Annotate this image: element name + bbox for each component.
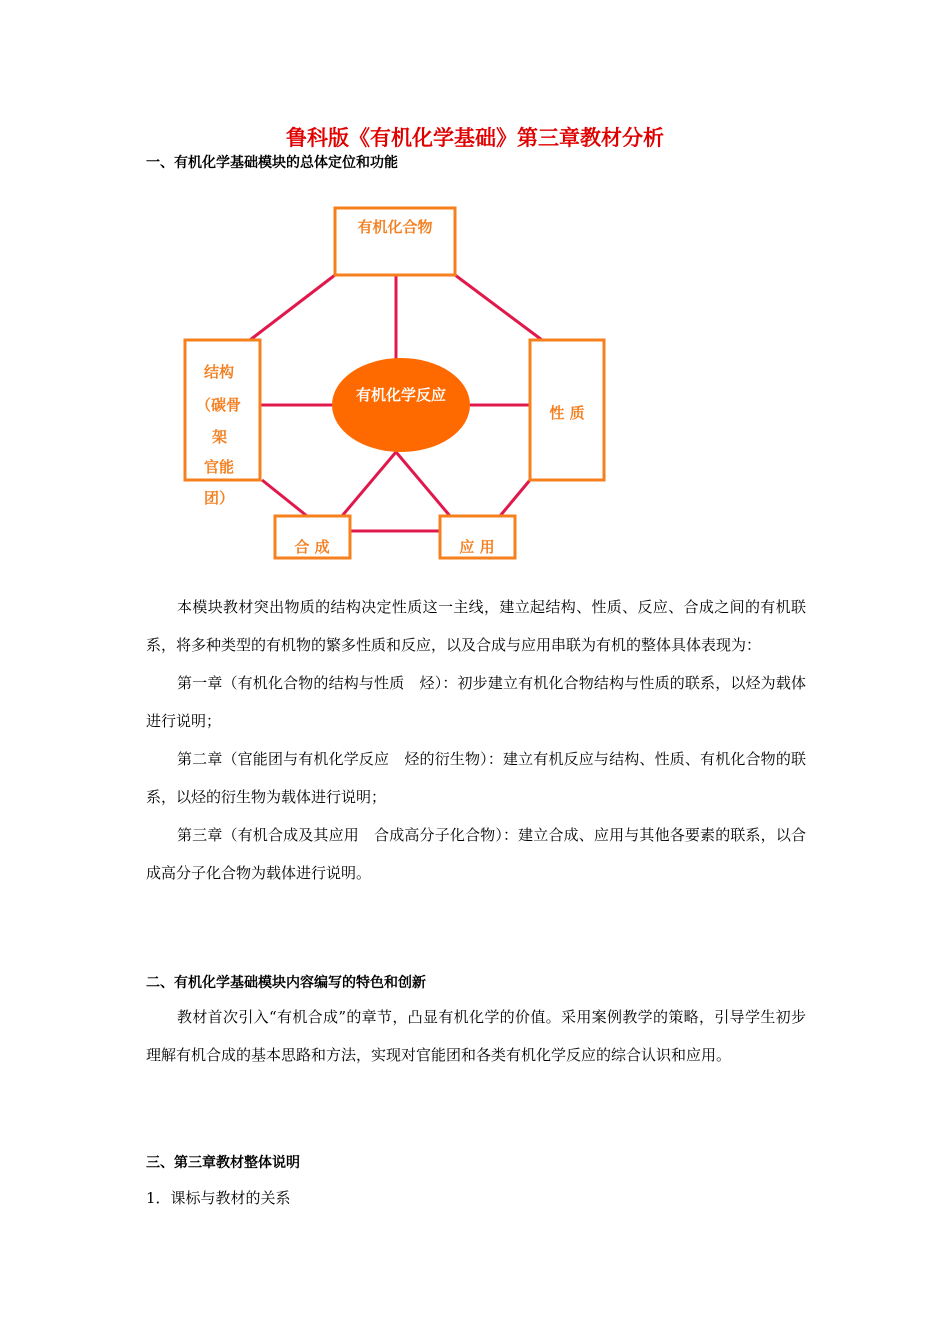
line-top-left: [250, 275, 335, 340]
label-structure-line-5: 团）: [204, 489, 235, 507]
concept-diagram: [0, 0, 950, 580]
line-top-right: [455, 275, 542, 340]
label-structure-line-2: （碳骨: [196, 396, 242, 414]
section3-heading: 三、第三章教材整体说明: [146, 1155, 300, 1171]
document-title: 鲁科版《有机化学基础》第三章教材分析: [286, 126, 664, 150]
line-center-synthesis: [342, 452, 396, 516]
label-organic-compounds: 有机化合物: [357, 218, 433, 236]
section2-heading: 二、有机化学基础模块内容编写的特色和创新: [146, 975, 426, 991]
ellipse-organic-reactions: [332, 358, 470, 452]
paragraph-section2: 教材首次引入“有机合成”的章节，凸显有机化学的价值。采用案例教学的策略，引导学生初步理解有机合成的基本思路和方法，实现对官能团和各类有机化学反应的综合认识和应用。: [146, 1008, 806, 1064]
label-properties: 性 质: [549, 404, 585, 422]
section2-body: [146, 998, 806, 1074]
label-organic-reactions: 有机化学反应: [355, 386, 447, 404]
label-structure-line-3: 架: [212, 428, 228, 446]
paragraph-chapter-1: 第一章（有机化合物的结构与性质 烃）：初步建立有机化合物结构与性质的联系，以烃为载体进行说明；: [146, 674, 806, 730]
label-structure-line-1: 结构: [204, 363, 235, 381]
paragraph-intro: 本模块教材突出物质的结构决定性质这一主线，建立起结构、性质、反应、合成之间的有机联系，将多种类型的有机物的繁多性质和反应，以及合成与应用串联为有机的整体具体表现为：: [146, 598, 806, 654]
line-left-bottom: [262, 480, 307, 516]
section1-body: [146, 588, 806, 892]
line-center-application: [396, 452, 450, 516]
label-application: 应 用: [459, 538, 495, 556]
paragraph-chapter-2: 第二章（官能团与有机化学反应 烃的衍生物）：建立有机反应与结构、性质、有机化合物的联系，以烃的衍生物为载体进行说明；: [146, 750, 806, 806]
label-synthesis: 合 成: [294, 538, 330, 556]
paragraph-chapter-3: 第三章（有机合成及其应用 合成高分子化合物）：建立合成、应用与其他各要素的联系，以合成高分子化合物为载体进行说明。: [146, 826, 806, 882]
section1-heading: 一、有机化学基础模块的总体定位和功能: [146, 155, 398, 171]
section3-item-1: 1．课标与教材的关系: [146, 1189, 291, 1207]
line-right-bottom: [500, 480, 530, 516]
label-structure-line-4: 官能: [204, 458, 235, 476]
